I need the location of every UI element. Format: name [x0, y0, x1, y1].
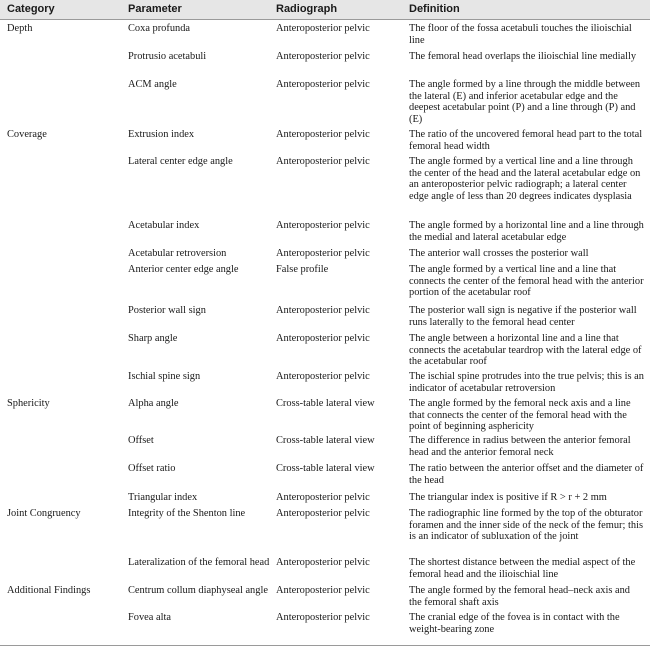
- parameter-cell: Extrusion index: [128, 129, 195, 140]
- radiograph-cell: Anteroposterior pelvic: [276, 23, 370, 34]
- header-parameter: Parameter: [128, 3, 182, 15]
- table-row: [0, 51, 650, 77]
- table-row: [0, 585, 650, 611]
- definition-cell: The ischial spine protrudes into the true pelvis; this is an indicator of acetabular retroversion: [409, 371, 644, 394]
- radiograph-cell: Cross-table lateral view: [276, 463, 375, 474]
- definition-cell: The cranial edge of the fovea is in contact with the weight-bearing zone: [409, 612, 620, 635]
- parameter-cell: Triangular index: [128, 492, 198, 503]
- radiograph-cell: Anteroposterior pelvic: [276, 371, 370, 382]
- radiograph-cell: Anteroposterior pelvic: [276, 492, 370, 503]
- definition-cell: The difference in radius between the anterior femoral head and the anterior femoral neck: [409, 435, 631, 458]
- table-row: [0, 264, 650, 300]
- radiograph-cell: Anteroposterior pelvic: [276, 612, 370, 623]
- table-row: [0, 398, 650, 434]
- table-row: [0, 557, 650, 583]
- definition-cell: The radiographic line formed by the top of the obturator foramen and the inner side of the neck of the femur; this is an indicator of subluxation of the joint: [409, 508, 643, 543]
- radiograph-cell: Anteroposterior pelvic: [276, 585, 370, 596]
- definition-cell: The floor of the fossa acetabuli touches the ilioischial line: [409, 23, 632, 46]
- radiograph-cell: False profile: [276, 264, 329, 275]
- definition-cell: The ratio of the uncovered femoral head part to the total femoral head width: [409, 129, 643, 152]
- parameter-cell: Sharp angle: [128, 333, 178, 344]
- table-header: [0, 0, 650, 20]
- radiograph-cell: Anteroposterior pelvic: [276, 156, 370, 167]
- parameter-cell: Integrity of the Shenton line: [128, 508, 246, 519]
- definition-cell: The anterior wall crosses the posterior wall: [409, 248, 589, 259]
- table-row: [0, 23, 650, 49]
- parameter-cell: Coxa profunda: [128, 23, 191, 34]
- definition-cell: The angle formed by a line through the middle between the lateral (E) and inferior acetabular edge and the deepest acetabular point (P) and a line through (P) and (E): [409, 79, 641, 125]
- parameter-cell: Protrusio acetabuli: [128, 51, 207, 62]
- radiograph-cell: Anteroposterior pelvic: [276, 333, 370, 344]
- table-row: [0, 248, 650, 262]
- parameter-cell: Lateralization of the femoral head: [128, 557, 270, 568]
- definition-cell: The femoral head overlaps the ilioischial line medially: [409, 51, 637, 62]
- parameter-cell: Anterior center edge angle: [128, 264, 239, 275]
- radiograph-cell: Anteroposterior pelvic: [276, 305, 370, 316]
- definition-cell: The ratio between the anterior offset and the diameter of the head: [409, 463, 644, 486]
- parameter-cell: Ischial spine sign: [128, 371, 201, 382]
- table-row: [0, 305, 650, 331]
- definition-cell: The angle formed by a vertical line and a line that connects the center of the femoral head with the anterior portion of the acetabular roof: [409, 264, 644, 299]
- table-row: [0, 129, 650, 153]
- category-cell: Joint Congruency: [7, 508, 81, 519]
- parameter-cell: Fovea alta: [128, 612, 171, 623]
- header-radiograph: Radiograph: [276, 3, 338, 15]
- parameter-cell: Posterior wall sign: [128, 305, 206, 316]
- table-row: [0, 220, 650, 246]
- definition-cell: The angle formed by the femoral head–neck axis and the femoral shaft axis: [409, 585, 630, 608]
- table-row: [0, 333, 650, 369]
- header-category: Category: [7, 3, 55, 15]
- radiograph-cell: Anteroposterior pelvic: [276, 129, 370, 140]
- category-cell: Sphericity: [7, 398, 50, 409]
- table-row: [0, 612, 650, 638]
- category-cell: Coverage: [7, 129, 47, 140]
- radiograph-cell: Anteroposterior pelvic: [276, 508, 370, 519]
- radiograph-cell: Anteroposterior pelvic: [276, 220, 370, 231]
- header-definition: Definition: [409, 3, 460, 15]
- category-cell: Additional Findings: [7, 585, 91, 596]
- definition-cell: The angle formed by a vertical line and a line through the center of the head and the lateral acetabular edge on an anteroposterior pelvic radiograph; a lateral center edge angle of less than 20 degrees indicates dysplasia: [409, 156, 641, 202]
- parameter-cell: Offset: [128, 435, 154, 446]
- definition-cell: The shortest distance between the medial aspect of the femoral head and the ilioischial line: [409, 557, 636, 580]
- definition-cell: The posterior wall sign is negative if the posterior wall runs laterally to the femoral head center: [409, 305, 637, 328]
- radiograph-cell: Anteroposterior pelvic: [276, 248, 370, 259]
- radiograph-cell: Anteroposterior pelvic: [276, 51, 370, 62]
- table-row: [0, 156, 650, 216]
- radiograph-cell: Cross-table lateral view: [276, 398, 375, 409]
- parameter-cell: ACM angle: [128, 79, 177, 90]
- table-row: [0, 371, 650, 395]
- parameter-cell: Offset ratio: [128, 463, 176, 474]
- radiograph-cell: Cross-table lateral view: [276, 435, 375, 446]
- parameter-cell: Lateral center edge angle: [128, 156, 233, 167]
- definition-cell: The angle formed by a horizontal line and a line through the medial and lateral acetabular edge: [409, 220, 644, 243]
- table-row: [0, 79, 650, 127]
- parameter-cell: Acetabular retroversion: [128, 248, 227, 259]
- parameter-cell: Acetabular index: [128, 220, 200, 231]
- parameter-cell: Alpha angle: [128, 398, 179, 409]
- definition-cell: The triangular index is positive if R > r + 2 mm: [409, 492, 607, 503]
- table-row: [0, 508, 650, 552]
- category-cell: Depth: [7, 23, 33, 34]
- table-row: [0, 435, 650, 461]
- radiograph-cell: Anteroposterior pelvic: [276, 557, 370, 568]
- table-row: [0, 463, 650, 489]
- table-bottom-rule: [0, 645, 650, 646]
- definition-cell: The angle formed by the femoral neck axis and a line that connects the center of the femoral head with the point of beginning asphericity: [409, 398, 631, 433]
- table-row: [0, 492, 650, 506]
- parameter-cell: Centrum collum diaphyseal angle: [128, 585, 268, 596]
- radiograph-cell: Anteroposterior pelvic: [276, 79, 370, 90]
- definition-cell: The angle between a horizontal line and a line that connects the acetabular teardrop with the lateral edge of the acetabular roof: [409, 333, 642, 368]
